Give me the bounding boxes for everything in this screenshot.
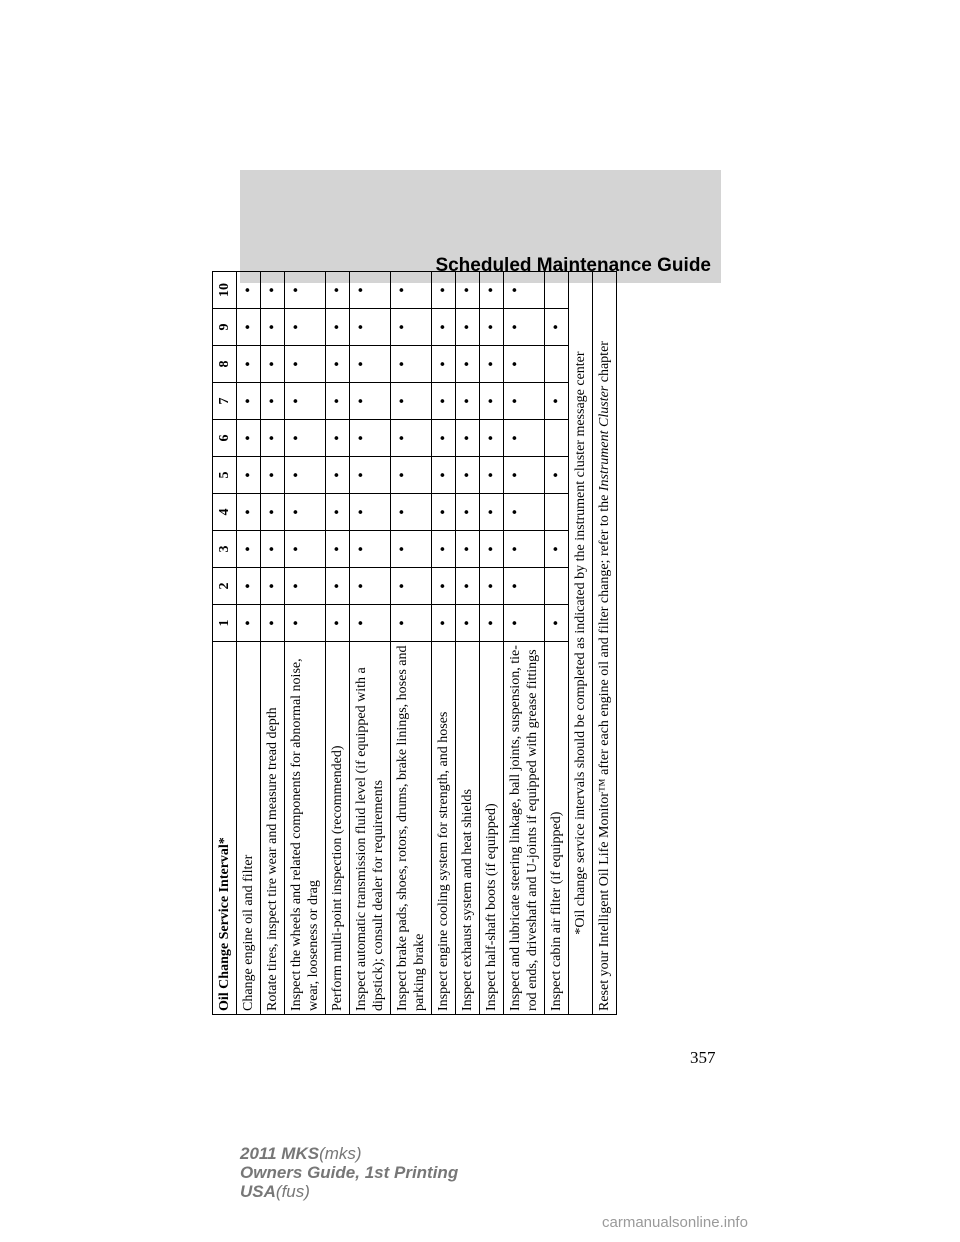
table-row	[456, 272, 480, 1015]
service-mark: •	[391, 383, 432, 420]
service-mark: •	[480, 531, 504, 568]
maintenance-table	[212, 271, 617, 1015]
empty-cell	[545, 346, 569, 383]
service-mark: •	[285, 531, 326, 568]
service-mark: •	[237, 494, 261, 531]
section-title: Scheduled Maintenance Guide	[435, 255, 711, 276]
service-mark: •	[285, 420, 326, 457]
column-header: 2	[213, 568, 237, 605]
service-mark: •	[350, 346, 391, 383]
service-mark: •	[326, 531, 350, 568]
maintenance-table-rotated	[212, 272, 642, 1015]
service-mark: •	[456, 309, 480, 346]
service-mark: •	[432, 309, 456, 346]
empty-cell	[545, 272, 569, 309]
table-row	[432, 272, 456, 1015]
table-row	[261, 272, 285, 1015]
service-mark: •	[504, 383, 545, 420]
service-mark: •	[504, 457, 545, 494]
service-mark: •	[350, 457, 391, 494]
service-mark: •	[480, 383, 504, 420]
instrument-cluster-reference: Instrument Cluster	[597, 385, 612, 492]
column-header: 7	[213, 383, 237, 420]
watermark: carmanualsonline.info	[602, 1214, 748, 1231]
service-mark: •	[261, 568, 285, 605]
service-mark: •	[285, 605, 326, 642]
service-mark: •	[504, 420, 545, 457]
service-mark: •	[285, 494, 326, 531]
service-mark: •	[350, 420, 391, 457]
service-mark: •	[391, 272, 432, 309]
service-mark: •	[261, 494, 285, 531]
table-row	[326, 272, 350, 1015]
service-mark: •	[504, 605, 545, 642]
footer-region-code: (fus)	[275, 1182, 310, 1201]
service-mark: •	[237, 531, 261, 568]
service-mark: •	[480, 494, 504, 531]
service-mark: •	[391, 309, 432, 346]
service-mark: •	[504, 272, 545, 309]
service-mark: •	[545, 457, 569, 494]
service-mark: •	[391, 494, 432, 531]
service-mark: •	[432, 494, 456, 531]
service-mark: •	[456, 420, 480, 457]
empty-cell	[545, 568, 569, 605]
service-mark: •	[432, 420, 456, 457]
service-mark: •	[432, 568, 456, 605]
service-mark: •	[545, 309, 569, 346]
service-item-label: Inspect half-shaft boots (if equipped)	[480, 642, 504, 1015]
footnote: *Oil change service intervals should be completed as indicated by the instrument cluster message center	[569, 272, 593, 1015]
service-mark: •	[261, 383, 285, 420]
service-mark: •	[456, 272, 480, 309]
page-number: 357	[690, 1048, 716, 1067]
column-header: 10	[213, 272, 237, 309]
service-mark: •	[326, 605, 350, 642]
service-mark: •	[456, 383, 480, 420]
service-mark: •	[326, 457, 350, 494]
service-mark: •	[350, 494, 391, 531]
service-mark: •	[456, 346, 480, 383]
service-mark: •	[261, 420, 285, 457]
service-mark: •	[237, 420, 261, 457]
service-item-label: Inspect brake pads, shoes, rotors, drums, brake linings, hoses and parking brake	[391, 642, 432, 1015]
service-mark: •	[261, 457, 285, 494]
service-mark: •	[504, 346, 545, 383]
service-mark: •	[391, 346, 432, 383]
column-header: 6	[213, 420, 237, 457]
service-mark: •	[432, 272, 456, 309]
service-mark: •	[456, 568, 480, 605]
service-item-label: Change engine oil and filter	[237, 642, 261, 1015]
service-mark: •	[326, 494, 350, 531]
table-row	[350, 272, 391, 1015]
service-mark: •	[237, 605, 261, 642]
service-mark: •	[432, 383, 456, 420]
column-header: 4	[213, 494, 237, 531]
service-mark: •	[326, 346, 350, 383]
service-item-label: Inspect automatic transmission fluid level (if equipped with a dipstick); consult dealer for requirements	[350, 642, 391, 1015]
service-mark: •	[432, 457, 456, 494]
service-mark: •	[456, 605, 480, 642]
footnote-row	[569, 272, 593, 1015]
service-mark: •	[480, 346, 504, 383]
service-item-label: Inspect exhaust system and heat shields	[456, 642, 480, 1015]
service-mark: •	[261, 346, 285, 383]
service-mark: •	[326, 568, 350, 605]
reset-note: Reset your Intelligent Oil Life Monitor™ after each engine oil and filter change; refer to the Instrument Cluster chapter	[593, 272, 617, 1015]
service-item-label: Perform multi-point inspection (recommended)	[326, 642, 350, 1015]
service-mark: •	[237, 309, 261, 346]
service-mark: •	[456, 457, 480, 494]
service-mark: •	[480, 605, 504, 642]
service-mark: •	[391, 457, 432, 494]
service-mark: •	[480, 457, 504, 494]
service-mark: •	[504, 531, 545, 568]
service-mark: •	[237, 383, 261, 420]
service-item-label: Inspect engine cooling system for strength, and hoses	[432, 642, 456, 1015]
reset-note-row	[593, 272, 617, 1015]
footer-region: USA	[240, 1182, 276, 1201]
service-mark: •	[237, 457, 261, 494]
column-header: 5	[213, 457, 237, 494]
table-row	[504, 272, 545, 1015]
service-mark: •	[285, 309, 326, 346]
service-mark: •	[285, 568, 326, 605]
service-mark: •	[545, 531, 569, 568]
service-mark: •	[237, 272, 261, 309]
service-mark: •	[350, 568, 391, 605]
column-header: 1	[213, 605, 237, 642]
column-header: 9	[213, 309, 237, 346]
service-mark: •	[480, 309, 504, 346]
service-mark: •	[261, 309, 285, 346]
service-mark: •	[480, 420, 504, 457]
service-mark: •	[285, 272, 326, 309]
service-mark: •	[391, 605, 432, 642]
service-mark: •	[391, 568, 432, 605]
service-item-label: Inspect cabin air filter (if equipped)	[545, 642, 569, 1015]
service-mark: •	[326, 383, 350, 420]
service-mark: •	[456, 494, 480, 531]
footer-model-code: (mks)	[319, 1144, 362, 1163]
service-mark: •	[285, 457, 326, 494]
table-row	[545, 272, 569, 1015]
service-mark: •	[545, 605, 569, 642]
table-row	[285, 272, 326, 1015]
service-mark: •	[261, 531, 285, 568]
service-mark: •	[504, 309, 545, 346]
service-mark: •	[350, 272, 391, 309]
service-mark: •	[285, 346, 326, 383]
service-mark: •	[545, 383, 569, 420]
service-mark: •	[480, 568, 504, 605]
column-header: 8	[213, 346, 237, 383]
service-mark: •	[504, 568, 545, 605]
empty-cell	[545, 494, 569, 531]
service-mark: •	[391, 531, 432, 568]
footer-model: 2011 MKS	[240, 1144, 320, 1163]
service-mark: •	[432, 346, 456, 383]
empty-cell	[545, 420, 569, 457]
service-mark: •	[326, 420, 350, 457]
table-row	[391, 272, 432, 1015]
service-mark: •	[480, 272, 504, 309]
service-mark: •	[237, 568, 261, 605]
service-mark: •	[350, 605, 391, 642]
service-mark: •	[350, 309, 391, 346]
table-row	[237, 272, 261, 1015]
header-band	[240, 170, 721, 283]
service-mark: •	[432, 605, 456, 642]
service-item-label: Rotate tires, inspect tire wear and measure tread depth	[261, 642, 285, 1015]
footer-guide: Owners Guide, 1st Printing	[240, 1163, 459, 1182]
print-footer	[240, 1144, 458, 1201]
service-mark: •	[504, 494, 545, 531]
service-mark: •	[261, 605, 285, 642]
service-mark: •	[237, 346, 261, 383]
service-mark: •	[391, 420, 432, 457]
service-mark: •	[326, 309, 350, 346]
service-item-label: Inspect and lubricate steering linkage, ball joints, suspension, tie-rod ends, driveshaft and U-joints if equipped with grease fittings	[504, 642, 545, 1015]
column-header: 3	[213, 531, 237, 568]
service-mark: •	[326, 272, 350, 309]
table-row	[480, 272, 504, 1015]
service-mark: •	[432, 531, 456, 568]
service-mark: •	[285, 383, 326, 420]
service-mark: •	[350, 531, 391, 568]
table-title: Oil Change Service Interval*	[213, 642, 237, 1015]
service-mark: •	[261, 272, 285, 309]
service-mark: •	[350, 383, 391, 420]
service-item-label: Inspect the wheels and related components for abnormal noise, wear, looseness or drag	[285, 642, 326, 1015]
table-header-row	[213, 272, 237, 1015]
service-mark: •	[456, 531, 480, 568]
